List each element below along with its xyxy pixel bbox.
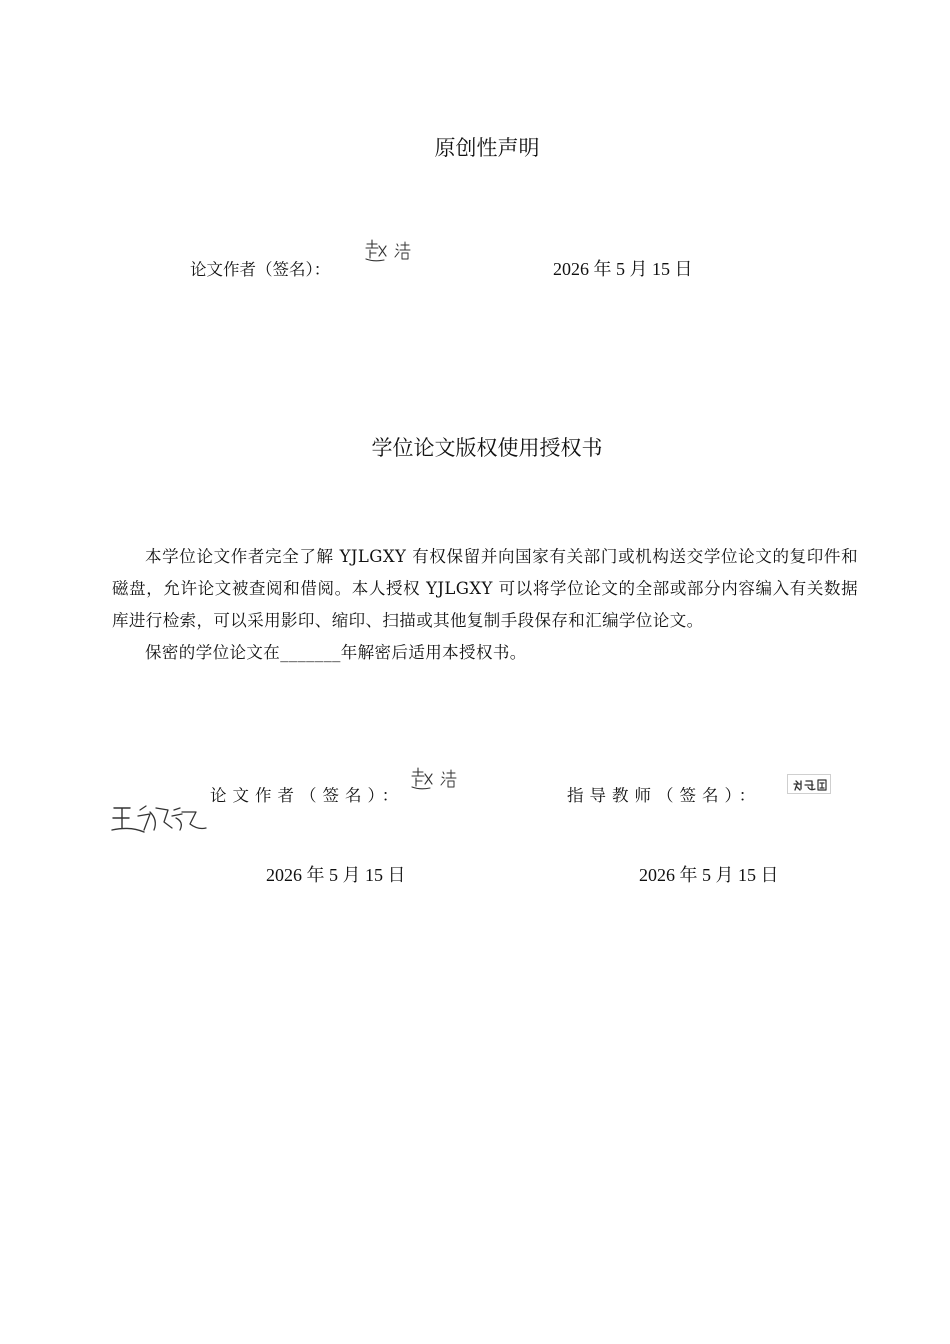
authorization-supervisor-date: 2026 年 5 月 15 日 (639, 865, 779, 885)
authorization-supervisor-label: 指导教师（签名）： (567, 786, 762, 805)
declaration-date: 2026 年 5 月 15 日 (553, 259, 693, 279)
authorization-paragraph-1: 本学位论文作者完全了解 YJLGXY 有权保留并向国家有关部门或机构送交学位论文的复印件和磁盘，允许论文被查阅和借阅。本人授权 YJLGXY 可以将学位论文的全部或部分内容编入有关数据库进行检索，可以采用影印、缩印、扫描或其他复制手段保存和汇编学位论文。 (112, 547, 858, 630)
extra-signature (110, 800, 210, 840)
signature-drawing (410, 766, 458, 792)
declaration-title: 原创性声明 (434, 136, 540, 160)
authorization-author-date: 2026 年 5 月 15 日 (266, 865, 406, 885)
declaration-author-signature (364, 238, 412, 264)
authorization-author-label: 论文作者（签名）： (210, 786, 405, 805)
declaration-author-label: 论文作者（签名）： (190, 260, 331, 279)
authorization-body (112, 541, 858, 669)
authorization-supervisor-signature (787, 774, 831, 794)
signature-drawing (110, 800, 210, 840)
authorization-title: 学位论文版权使用授权书 (371, 436, 603, 460)
authorization-author-signature (410, 766, 458, 792)
authorization-paragraph-2: 保密的学位论文在_______年解密后适用本授权书。 (145, 643, 527, 662)
signature-drawing (364, 238, 412, 264)
signature-drawing (788, 775, 832, 795)
